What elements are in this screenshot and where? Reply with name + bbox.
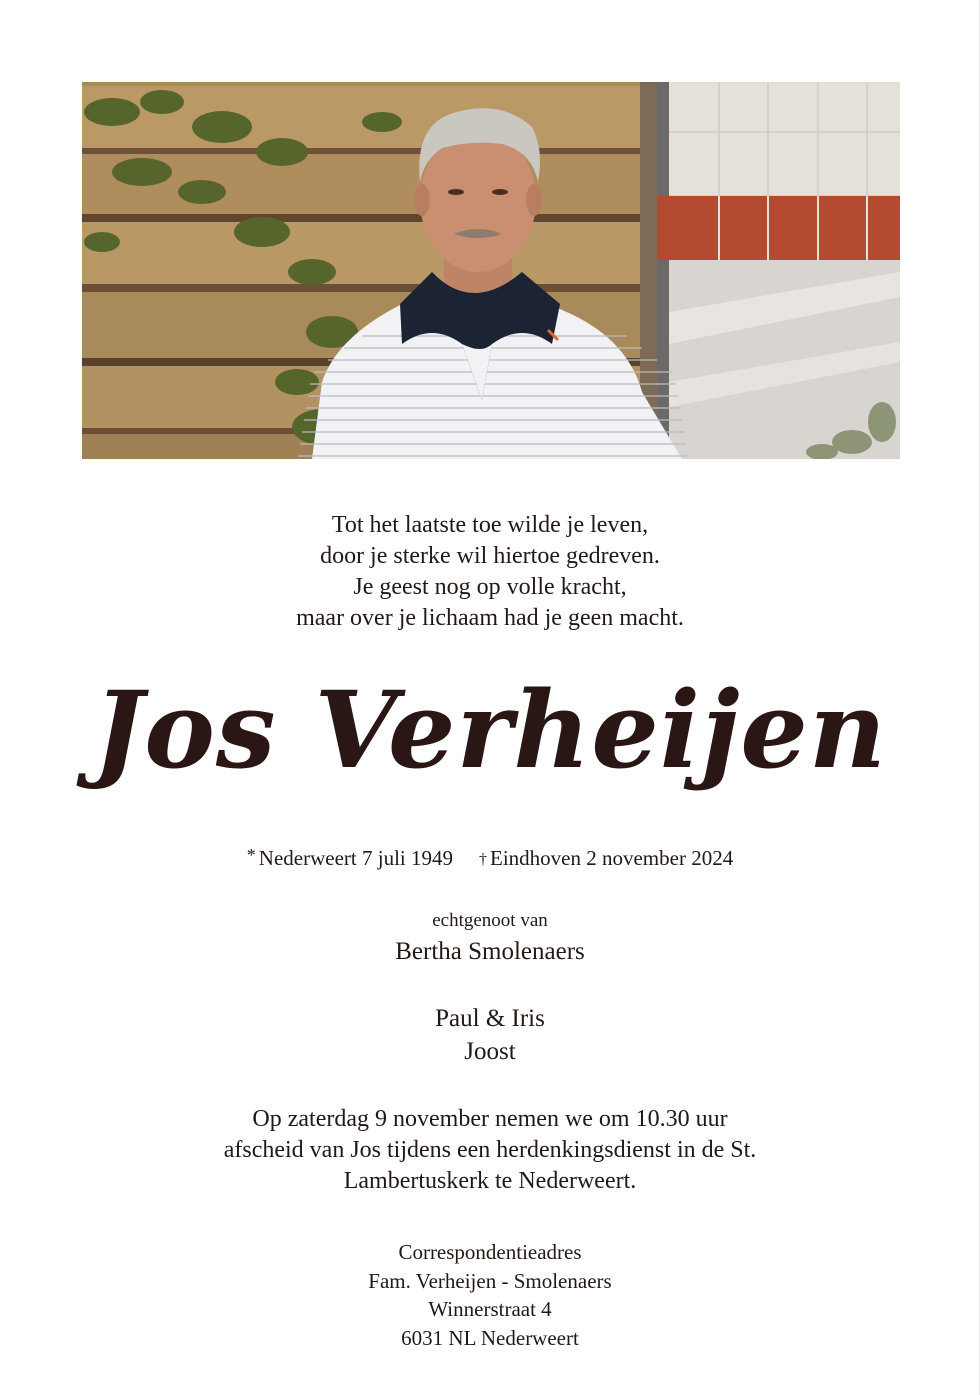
- birth-mark: *: [246, 845, 256, 865]
- deceased-name: Jos Verheijen: [93, 667, 887, 792]
- life-dates: [0, 840, 980, 875]
- service-announcement: [0, 1104, 980, 1197]
- portrait-illustration: [82, 82, 900, 459]
- service-line: Op zaterdag 9 november nemen we om 10.30 uur: [252, 1106, 728, 1132]
- service-line: Lambertuskerk te Nederweert.: [343, 1168, 637, 1194]
- address-heading: Correspondentieadres: [398, 1240, 582, 1264]
- correspondence-address: [0, 1238, 980, 1352]
- poem-line: maar over je lichaam had je geen macht.: [296, 605, 684, 631]
- poem-line: door je sterke wil hiertoe gedreven.: [320, 543, 660, 569]
- birth-date: Nederweert 7 juli 1949: [258, 846, 453, 870]
- address-city: 6031 NL Nederweert: [401, 1325, 579, 1350]
- poem: [0, 510, 980, 634]
- poem-line: Je geest nog op volle kracht,: [353, 574, 627, 600]
- address-street: Winnerstraat 4: [428, 1297, 552, 1321]
- spouse-name: Bertha Smolenaers: [395, 938, 585, 965]
- death-mark: †: [479, 851, 487, 868]
- death-date: Eindhoven 2 november 2024: [490, 846, 734, 870]
- children-list: [0, 1002, 980, 1068]
- poem-line: Tot het laatste toe wilde je leven,: [331, 512, 649, 538]
- spouse-label: echtgenoot van: [432, 910, 548, 931]
- address-family: Fam. Verheijen - Smolenaers: [368, 1268, 612, 1293]
- child-name: Paul & Iris: [435, 1005, 545, 1032]
- service-line: afscheid van Jos tijdens een herdenkingsdienst in de St.: [223, 1137, 757, 1163]
- portrait-photo: [82, 82, 900, 459]
- child-name: Joost: [464, 1038, 516, 1065]
